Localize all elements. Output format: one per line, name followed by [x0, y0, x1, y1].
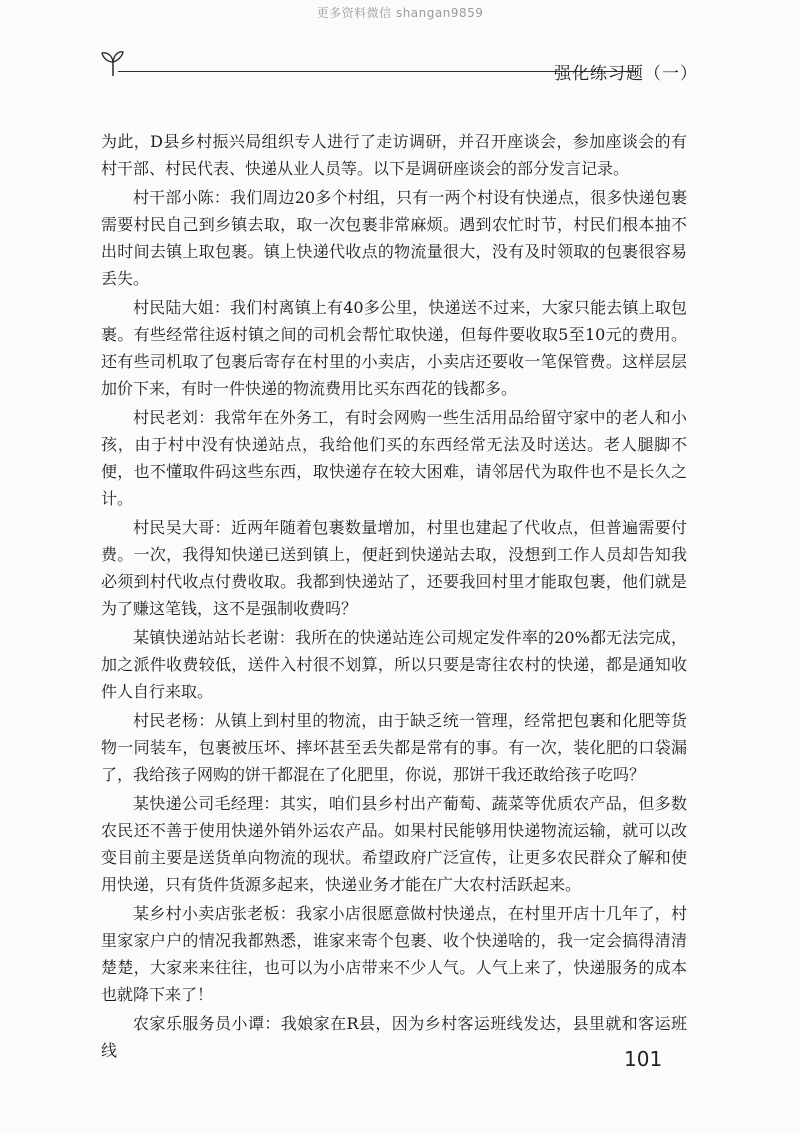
paragraph-speech: 村干部小陈：我们周边20多个村组，只有一两个村设有快递点，很多快递包裹需要村民自己到乡镇去取，取一次包裹非常麻烦。遇到农忙时节，村民们根本抽不出时间去镇上取包裹。镇上快递代收点的物流量很大，没有及时领取的包裹很容易丢失。 — [101, 188, 687, 288]
section-title: 强化练习题（一） — [554, 64, 698, 84]
paragraph-speech: 农家乐服务员小谭：我娘家在R县，因为乡村客运班线发达，县里就和客运班线 — [101, 1014, 687, 1060]
body-text — [101, 128, 687, 1066]
paragraph-speech: 村民老刘：我常年在外务工，有时会网购一些生活用品给留守家中的老人和小孩，由于村中没有快递站点，我给他们买的东西经常无法及时送达。老人腿脚不便，也不懂取件码这些东西，取快递存在较大困难，请邻居代为取件也不是长久之计。 — [101, 408, 687, 508]
page-header — [96, 46, 702, 86]
paragraph-speech: 某乡村小卖店张老板：我家小店很愿意做村快递点，在村里开店十几年了，村里家家户户的情况我都熟悉，谁家来寄个包裹、收个快递啥的，我一定会搞得清清楚楚，大家来来往往，也可以为小店带来不少人气。人气上来了，快递服务的成本也就降下来了！ — [101, 904, 687, 1004]
paragraph-speech: 村民吴大哥：近两年随着包裹数量增加，村里也建起了代收点，但普遍需要付费。一次，我得知快递已送到镇上，便赶到快递站去取，没想到工作人员却告知我必须到村代收点付费收取。我都到快递站了，还要我回村里才能取包裹，他们就是为了赚这笔钱，这不是强制收费吗？ — [101, 518, 687, 618]
paragraph-speech: 某镇快递站站长老谢：我所在的快递站连公司规定发件率的20%都无法完成，加之派件收费较低，送件入村很不划算，所以只要是寄往农村的快递，都是通知收件人自行来取。 — [101, 628, 687, 701]
sprout-icon — [96, 46, 130, 80]
paragraph-speech: 村民老杨：从镇上到村里的物流，由于缺乏统一管理，经常把包裹和化肥等货物一同装车，包裹被压坏、摔坏甚至丢失都是常有的事。有一次，装化肥的口袋漏了，我给孩子网购的饼干都混在了化肥里，你说，那饼干我还敢给孩子吃吗？ — [101, 711, 687, 784]
watermark-text: 更多资料微信 shangan9859 — [316, 6, 484, 20]
paragraph-speech: 某快递公司毛经理：其实，咱们县乡村出产葡萄、蔬菜等优质农产品，但多数农民还不善于使用快递外销外运农产品。如果村民能够用快递物流运输，就可以改变目前主要是送货单向物流的现状。希望政府广泛宣传，让更多农民群众了解和使用快递，只有货件货源多起来，快递业务才能在广大农村活跃起来。 — [101, 794, 687, 894]
paragraph-intro: 为此，D县乡村振兴局组织专人进行了走访调研，并召开座谈会，参加座谈会的有村干部、村民代表、快递从业人员等。以下是调研座谈会的部分发言记录。 — [101, 132, 687, 178]
page-number: 101 — [624, 1047, 663, 1071]
paragraph-speech: 村民陆大姐：我们村离镇上有40多公里，快递送不过来，大家只能去镇上取包裹。有些经常往返村镇之间的司机会帮忙取快递，但每件要收取5至10元的费用。还有些司机取了包裹后寄存在村里的小卖店，小卖店还要收一笔保管费。这样层层加价下来，有时一件快递的物流费用比买东西花的钱都多。 — [101, 298, 687, 398]
